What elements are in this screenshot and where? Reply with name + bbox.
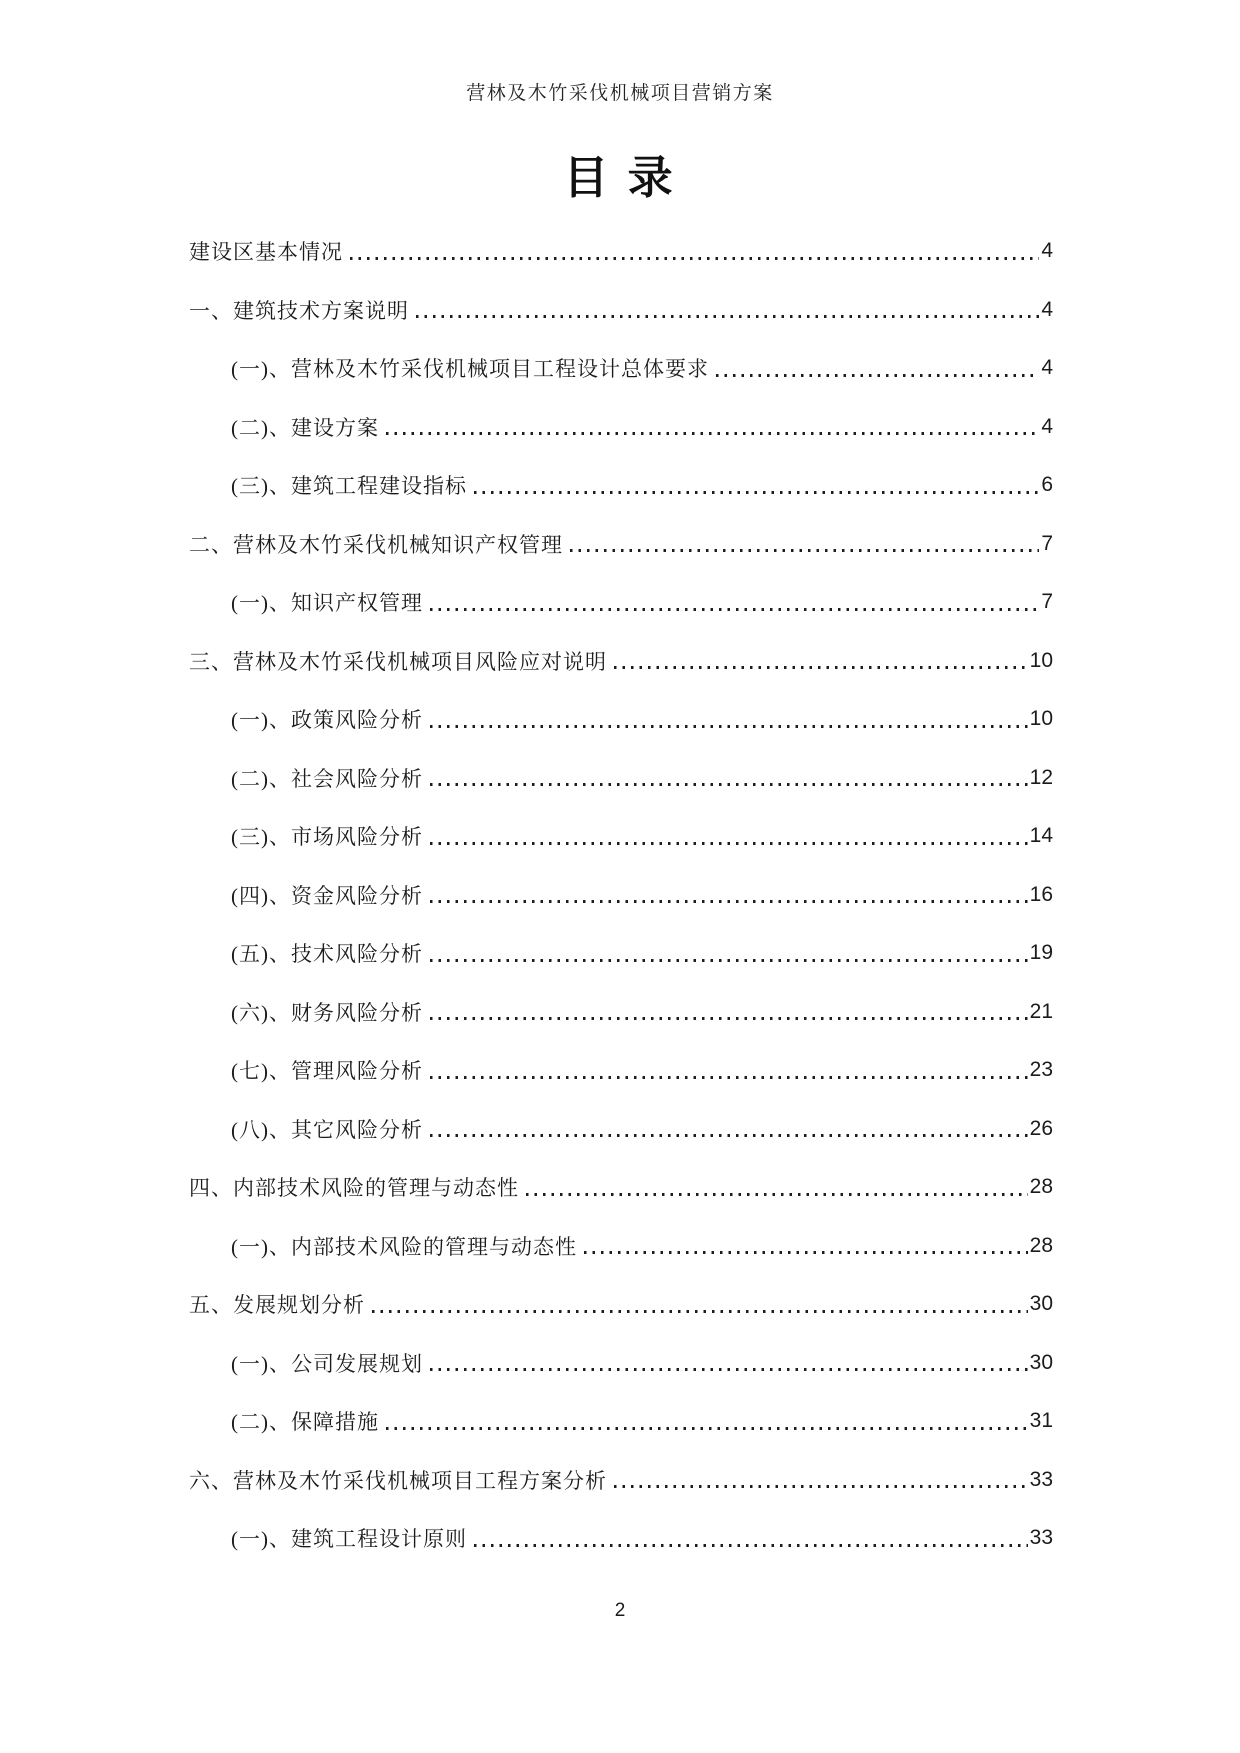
- toc-entry-label: (三)、市场风险分析: [231, 825, 423, 850]
- toc-entry-page: 33: [1029, 1467, 1053, 1491]
- toc-dot-leader: [430, 900, 1028, 903]
- toc-entry-label: 三、营林及木竹采伐机械项目风险应对说明: [189, 649, 607, 674]
- toc-entry-page: 23: [1029, 1058, 1053, 1082]
- toc-entry-label: (二)、保障措施: [231, 1410, 379, 1435]
- toc-dot-leader: [614, 666, 1028, 669]
- toc-entry[interactable]: [189, 1334, 1053, 1393]
- toc-dot-leader: [430, 1017, 1028, 1020]
- toc-entry[interactable]: [189, 1158, 1053, 1217]
- toc-entry-label: 五、发展规划分析: [189, 1293, 365, 1318]
- toc-entry-page: 10: [1029, 707, 1053, 731]
- toc-entry[interactable]: [189, 749, 1053, 808]
- toc-entry-label: 六、营林及木竹采伐机械项目工程方案分析: [189, 1468, 607, 1493]
- toc-entry-page: 26: [1029, 1116, 1053, 1140]
- toc-dot-leader: [372, 1310, 1028, 1313]
- toc-dot-leader: [474, 1544, 1028, 1547]
- toc-dot-leader: [430, 608, 1039, 611]
- toc-entry[interactable]: [189, 924, 1053, 983]
- page-title: 目 录: [563, 153, 677, 203]
- toc-entry-page: 4: [1041, 297, 1053, 321]
- toc-entry[interactable]: [189, 1392, 1053, 1451]
- document-header-title: 营林及木竹采伐机械项目营销方案: [466, 83, 774, 104]
- toc-dot-leader: [474, 491, 1039, 494]
- footer-page-number: 2: [614, 1600, 626, 1621]
- toc-entry[interactable]: [189, 632, 1053, 691]
- toc-entry[interactable]: [189, 807, 1053, 866]
- toc-dot-leader: [716, 374, 1039, 377]
- toc-entry[interactable]: [189, 1509, 1053, 1568]
- toc-entry-page: 28: [1029, 1175, 1053, 1199]
- toc-entry-page: 30: [1029, 1292, 1053, 1316]
- toc-entry[interactable]: [189, 1100, 1053, 1159]
- toc-entry-label: (四)、资金风险分析: [231, 883, 423, 908]
- toc-entry-page: 4: [1041, 414, 1053, 438]
- toc-entry-label: (七)、管理风险分析: [231, 1059, 423, 1084]
- toc-entry-page: 33: [1029, 1526, 1053, 1550]
- toc-entry-label: (八)、其它风险分析: [231, 1117, 423, 1142]
- toc-entry[interactable]: [189, 573, 1053, 632]
- toc-entry-label: (一)、政策风险分析: [231, 708, 423, 733]
- toc-entry-label: (二)、建设方案: [231, 415, 379, 440]
- toc-entry-label: (一)、公司发展规划: [231, 1351, 423, 1376]
- toc-dot-leader: [570, 549, 1039, 552]
- toc-entry-label: (一)、营林及木竹采伐机械项目工程设计总体要求: [231, 357, 709, 382]
- toc-entry-page: 4: [1041, 356, 1053, 380]
- toc-dot-leader: [430, 1368, 1028, 1371]
- toc-entry[interactable]: [189, 398, 1053, 457]
- toc-entry-label: (三)、建筑工程建设指标: [231, 474, 467, 499]
- toc-entry[interactable]: [189, 983, 1053, 1042]
- toc-entry-label: 建设区基本情况: [189, 240, 343, 265]
- toc-dot-leader: [430, 842, 1028, 845]
- toc-dot-leader: [416, 315, 1039, 318]
- toc-dot-leader: [430, 783, 1028, 786]
- toc-dot-leader: [430, 1134, 1028, 1137]
- toc-entry-page: 31: [1029, 1409, 1053, 1433]
- toc-entry-page: 4: [1041, 239, 1053, 263]
- toc-dot-leader: [430, 1076, 1028, 1079]
- toc-dot-leader: [430, 959, 1028, 962]
- toc-dot-leader: [350, 257, 1039, 260]
- toc-entry[interactable]: [189, 515, 1053, 574]
- toc-entry-page: 12: [1029, 765, 1053, 789]
- toc-entry-page: 30: [1029, 1350, 1053, 1374]
- toc-entry-page: 10: [1029, 648, 1053, 672]
- toc-entry-page: 6: [1041, 473, 1053, 497]
- toc-entry[interactable]: [189, 222, 1053, 281]
- toc-entry-page: 16: [1029, 882, 1053, 906]
- toc-dot-leader: [614, 1485, 1028, 1488]
- toc-entry-label: (六)、财务风险分析: [231, 1000, 423, 1025]
- toc-entry-page: 14: [1029, 824, 1053, 848]
- toc-entry-page: 19: [1029, 941, 1053, 965]
- toc-entry-label: (五)、技术风险分析: [231, 942, 423, 967]
- toc-entry-label: 四、内部技术风险的管理与动态性: [189, 1176, 519, 1201]
- toc-list: [189, 222, 1053, 1568]
- toc-dot-leader: [430, 725, 1028, 728]
- toc-entry[interactable]: [189, 1217, 1053, 1276]
- toc-entry[interactable]: [189, 690, 1053, 749]
- toc-entry-page: 7: [1041, 531, 1053, 555]
- toc-entry-label: (一)、知识产权管理: [231, 591, 423, 616]
- toc-entry-page: 21: [1029, 999, 1053, 1023]
- toc-dot-leader: [386, 432, 1039, 435]
- toc-dot-leader: [584, 1251, 1028, 1254]
- toc-entry[interactable]: [189, 456, 1053, 515]
- toc-entry[interactable]: [189, 866, 1053, 925]
- toc-entry[interactable]: [189, 1451, 1053, 1510]
- toc-entry[interactable]: [189, 1041, 1053, 1100]
- toc-dot-leader: [526, 1193, 1028, 1196]
- toc-entry-page: 7: [1041, 590, 1053, 614]
- toc-entry-label: (一)、内部技术风险的管理与动态性: [231, 1234, 577, 1259]
- toc-entry[interactable]: [189, 281, 1053, 340]
- toc-entry-label: 二、营林及木竹采伐机械知识产权管理: [189, 532, 563, 557]
- toc-entry[interactable]: [189, 1275, 1053, 1334]
- toc-entry-label: (一)、建筑工程设计原则: [231, 1527, 467, 1552]
- toc-entry-label: 一、建筑技术方案说明: [189, 298, 409, 323]
- toc-dot-leader: [386, 1427, 1028, 1430]
- toc-entry[interactable]: [189, 339, 1053, 398]
- toc-entry-page: 28: [1029, 1233, 1053, 1257]
- toc-entry-label: (二)、社会风险分析: [231, 766, 423, 791]
